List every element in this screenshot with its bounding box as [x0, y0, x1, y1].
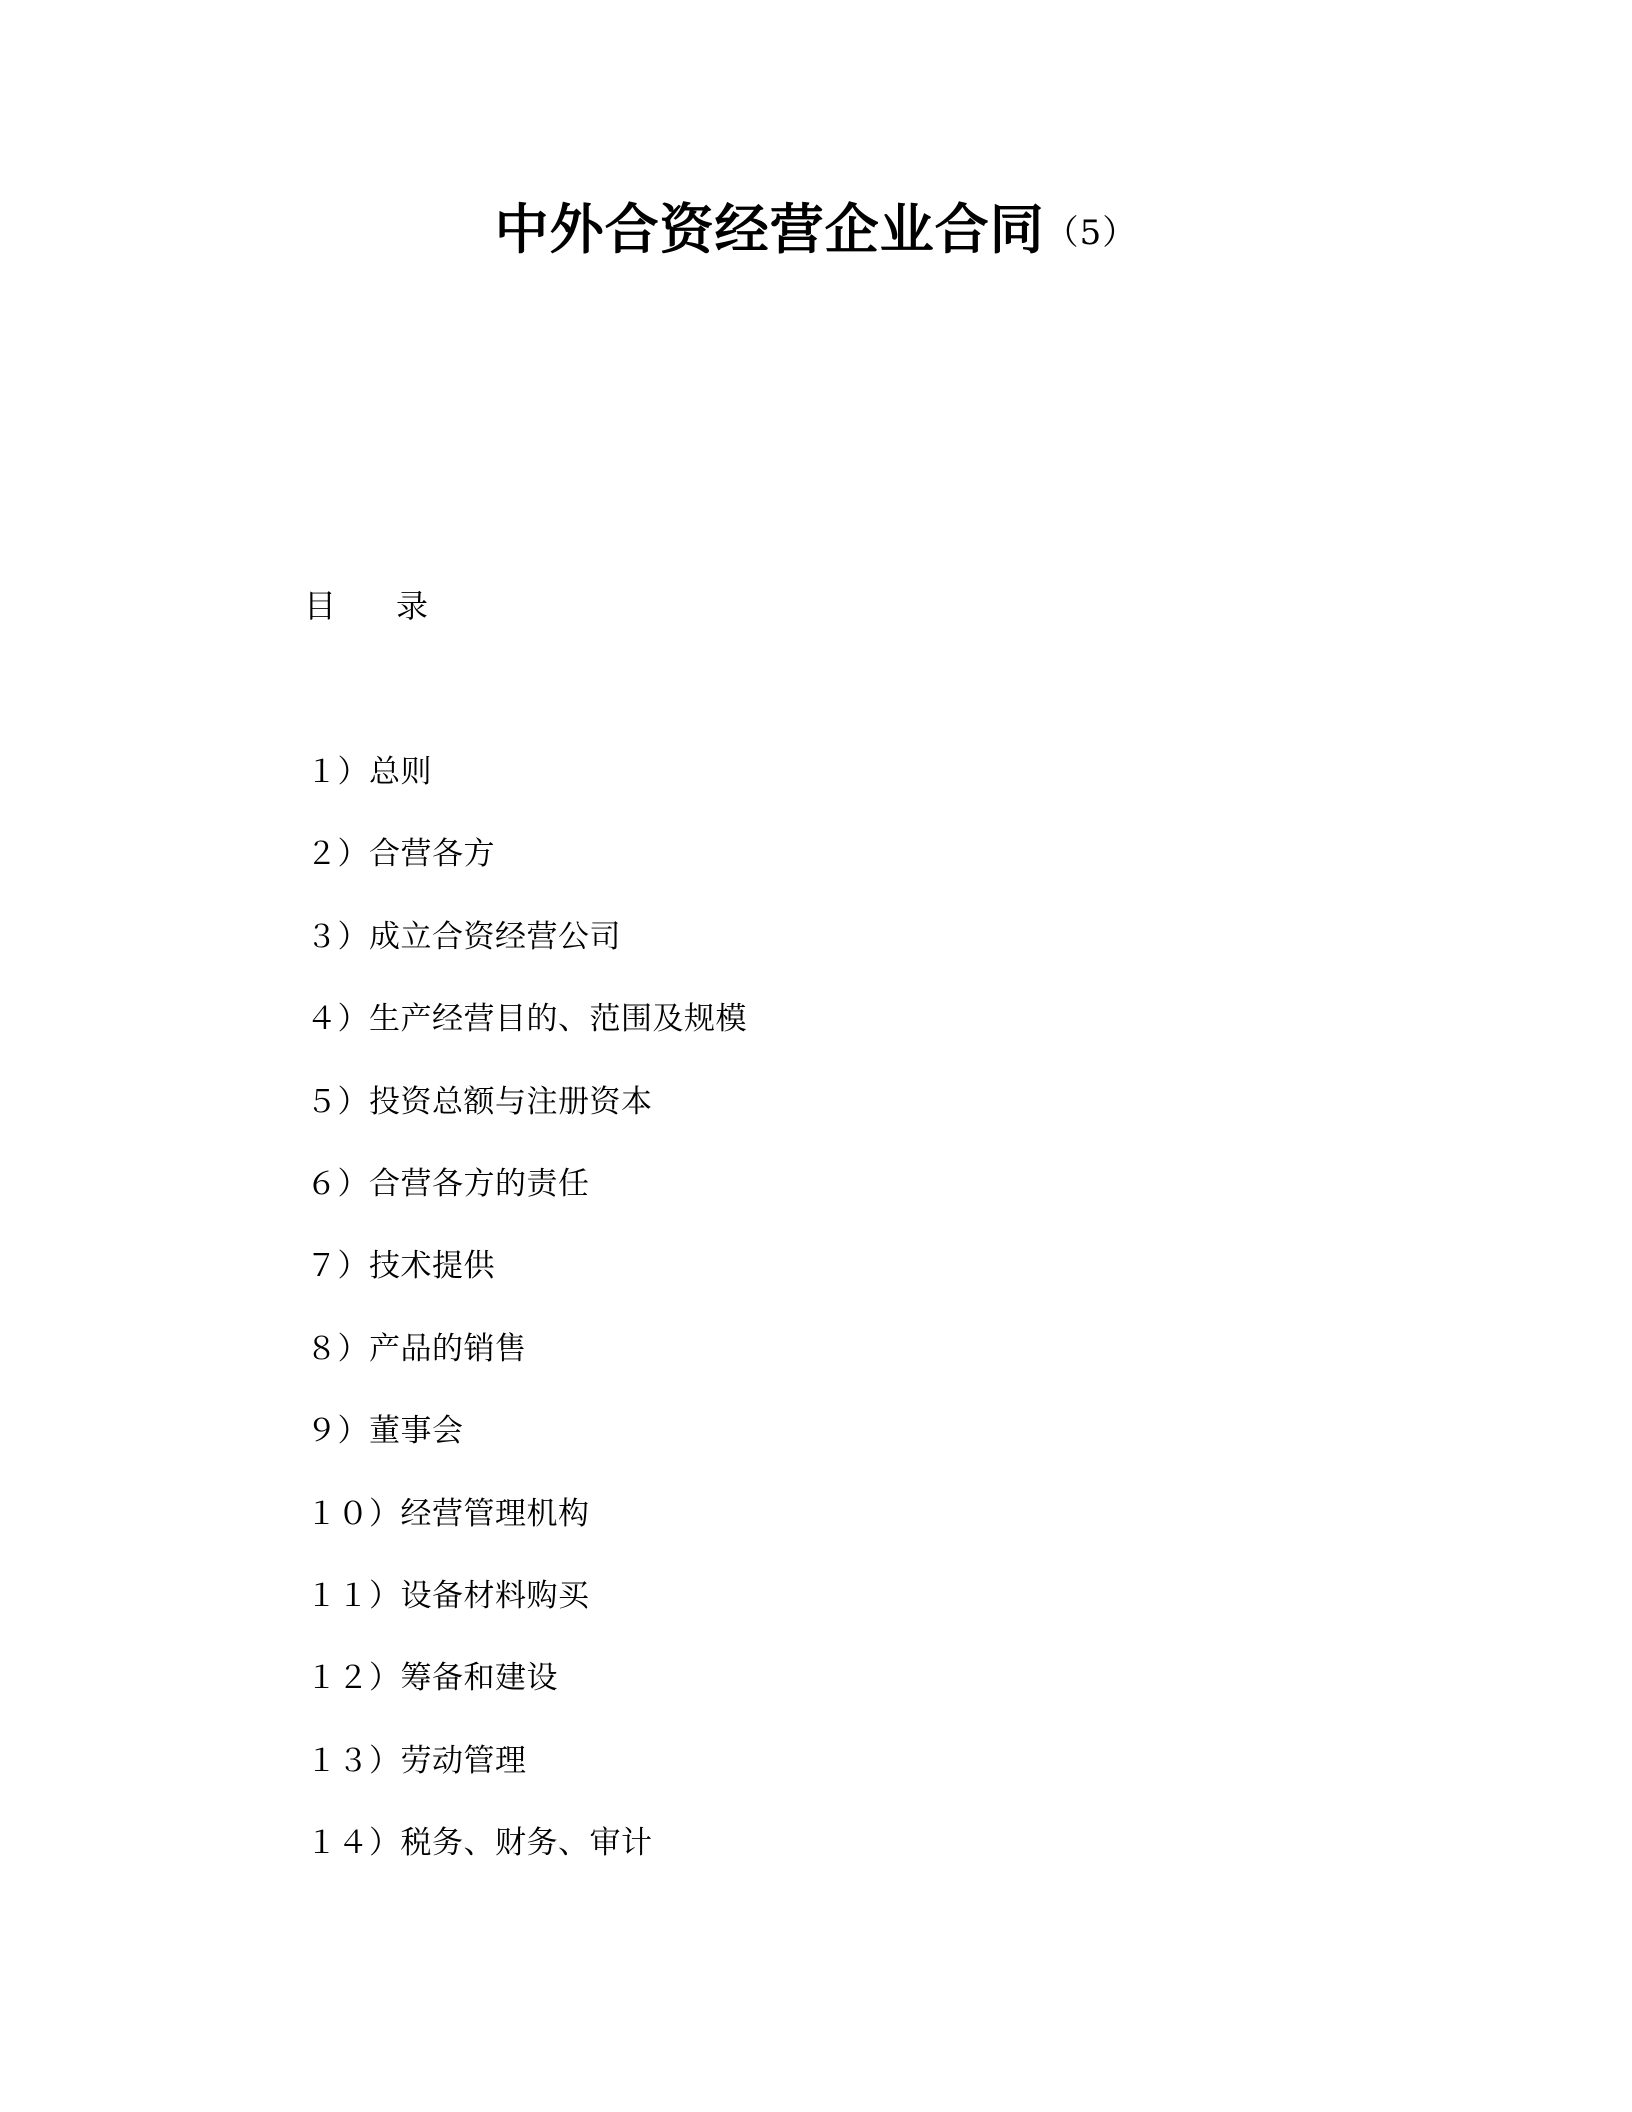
toc-item: １０）经营管理机构 — [306, 1495, 590, 1532]
toc-item: ４）生产经营目的、范围及规模 — [306, 1001, 747, 1038]
toc-item: １１）设备材料购买 — [306, 1577, 590, 1614]
toc-item: ５）投资总额与注册资本 — [306, 1083, 653, 1120]
document-title — [0, 190, 1632, 273]
toc-item: ２）合营各方 — [306, 836, 495, 873]
toc-item: ８）产品的销售 — [306, 1330, 527, 1367]
title-suffix: （5） — [1044, 213, 1138, 253]
toc-heading-spacer — [336, 584, 396, 628]
toc-item: １２）筹备和建设 — [306, 1660, 558, 1697]
title-text: 中外合资经营企业合同 — [494, 198, 1045, 261]
toc-item: １４）税务、财务、审计 — [306, 1825, 653, 1862]
toc-heading-left: 目 — [304, 587, 337, 625]
toc-heading-right: 录 — [396, 587, 429, 625]
toc-item: ６）合营各方的责任 — [306, 1165, 590, 1202]
toc-item: ９）董事会 — [306, 1413, 464, 1450]
toc-list — [306, 750, 747, 1903]
toc-item: １３）劳动管理 — [306, 1742, 527, 1779]
toc-item: １）总则 — [306, 754, 432, 790]
toc-item: ３）成立合资经营公司 — [306, 918, 621, 955]
toc-item: ７）技术提供 — [306, 1248, 495, 1285]
toc-heading — [304, 584, 428, 628]
